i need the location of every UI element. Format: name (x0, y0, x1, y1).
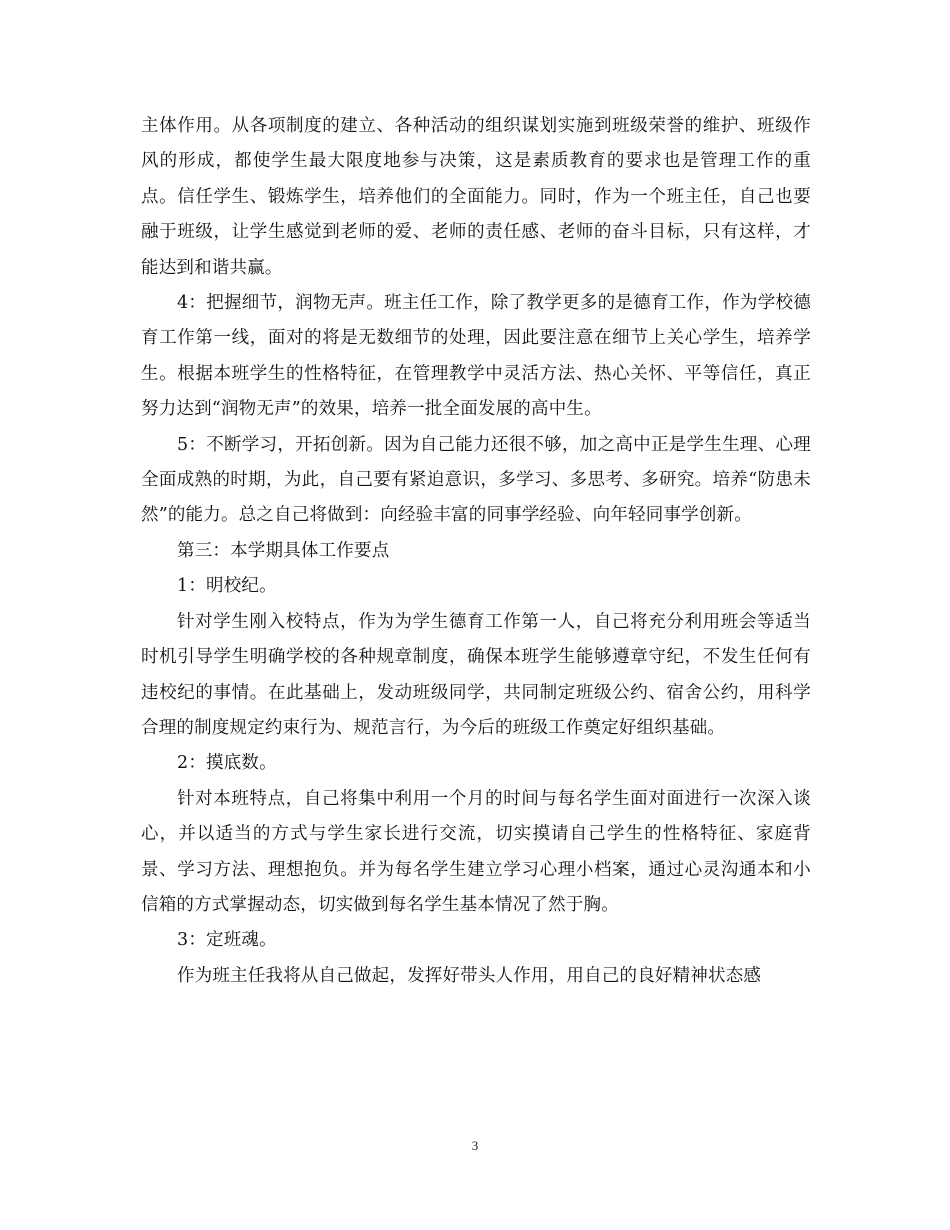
paragraph-4: 针对学生刚入校特点，作为为学生德育工作第一人，自己将充分利用班会等适当时机引导学生明确学校的各种规章制度，确保本班学生能够遵章守纪，不发生任何有违校纪的事情。在此基础上，发动班级同学，共同制定班级公约、宿舍公约，用科学合理的制度规定约束行为、规范言行，为今后的班级工作奠定好组织基础。 (141, 611, 811, 738)
paragraph-1: 主体作用。从各项制度的建立、各种活动的组织谋划实施到班级荣誉的维护、班级作风的形成，都使学生最大限度地参与决策，这是素质教育的要求也是管理工作的重点。信任学生、锻炼学生，培养他们的全面能力。同时，作为一个班主任，自己也要融于班级，让学生感觉到老师的爱、老师的责任感、老师的奋斗目标，只有这样，才能达到和谐共赢。 (141, 116, 811, 278)
subheading-1: 1：明校纪。 (177, 576, 277, 597)
paragraph-6: 作为班主任我将从自己做起，发挥好带头人作用，用自己的良好精神状态感 (177, 965, 762, 986)
subheading-3: 3：定班魂。 (177, 930, 277, 951)
page-body (141, 109, 811, 994)
paragraph-2: 4：把握细节，润物无声。班主任工作，除了教学更多的是德育工作，作为学校德育工作第一线，面对的将是无数细节的处理，因此要注意在细节上关心学生，培养学生。根据本班学生的性格特征，在管理教学中灵活方法、热心关怀、平等信任，真正努力达到“润物无声”的效果，培养一批全面发展的高中生。 (141, 293, 811, 420)
section-heading: 第三：本学期具体工作要点 (177, 540, 390, 561)
subheading-2: 2：摸底数。 (177, 753, 277, 774)
paragraph-5: 针对本班特点，自己将集中利用一个月的时间与每名学生面对面进行一次深入谈心，并以适当的方式与学生家长进行交流，切实摸请自己学生的性格特征、家庭背景、学习方法、理想抱负。并为每名学生建立学习心理小档案，通过心灵沟通本和小信箱的方式掌握动态，切实做到每名学生基本情况了然于胸。 (141, 788, 811, 915)
page-number: 3 (471, 1138, 479, 1153)
paragraph-3: 5：不断学习，开拓创新。因为自己能力还很不够，加之高中正是学生生理、心理全面成熟的时期，为此，自己要有紧迫意识，多学习、多思考、多研究。培养“防患未然”的能力。总之自己将做到：向经验丰富的同事学经验、向年轻同事学创新。 (141, 434, 811, 526)
